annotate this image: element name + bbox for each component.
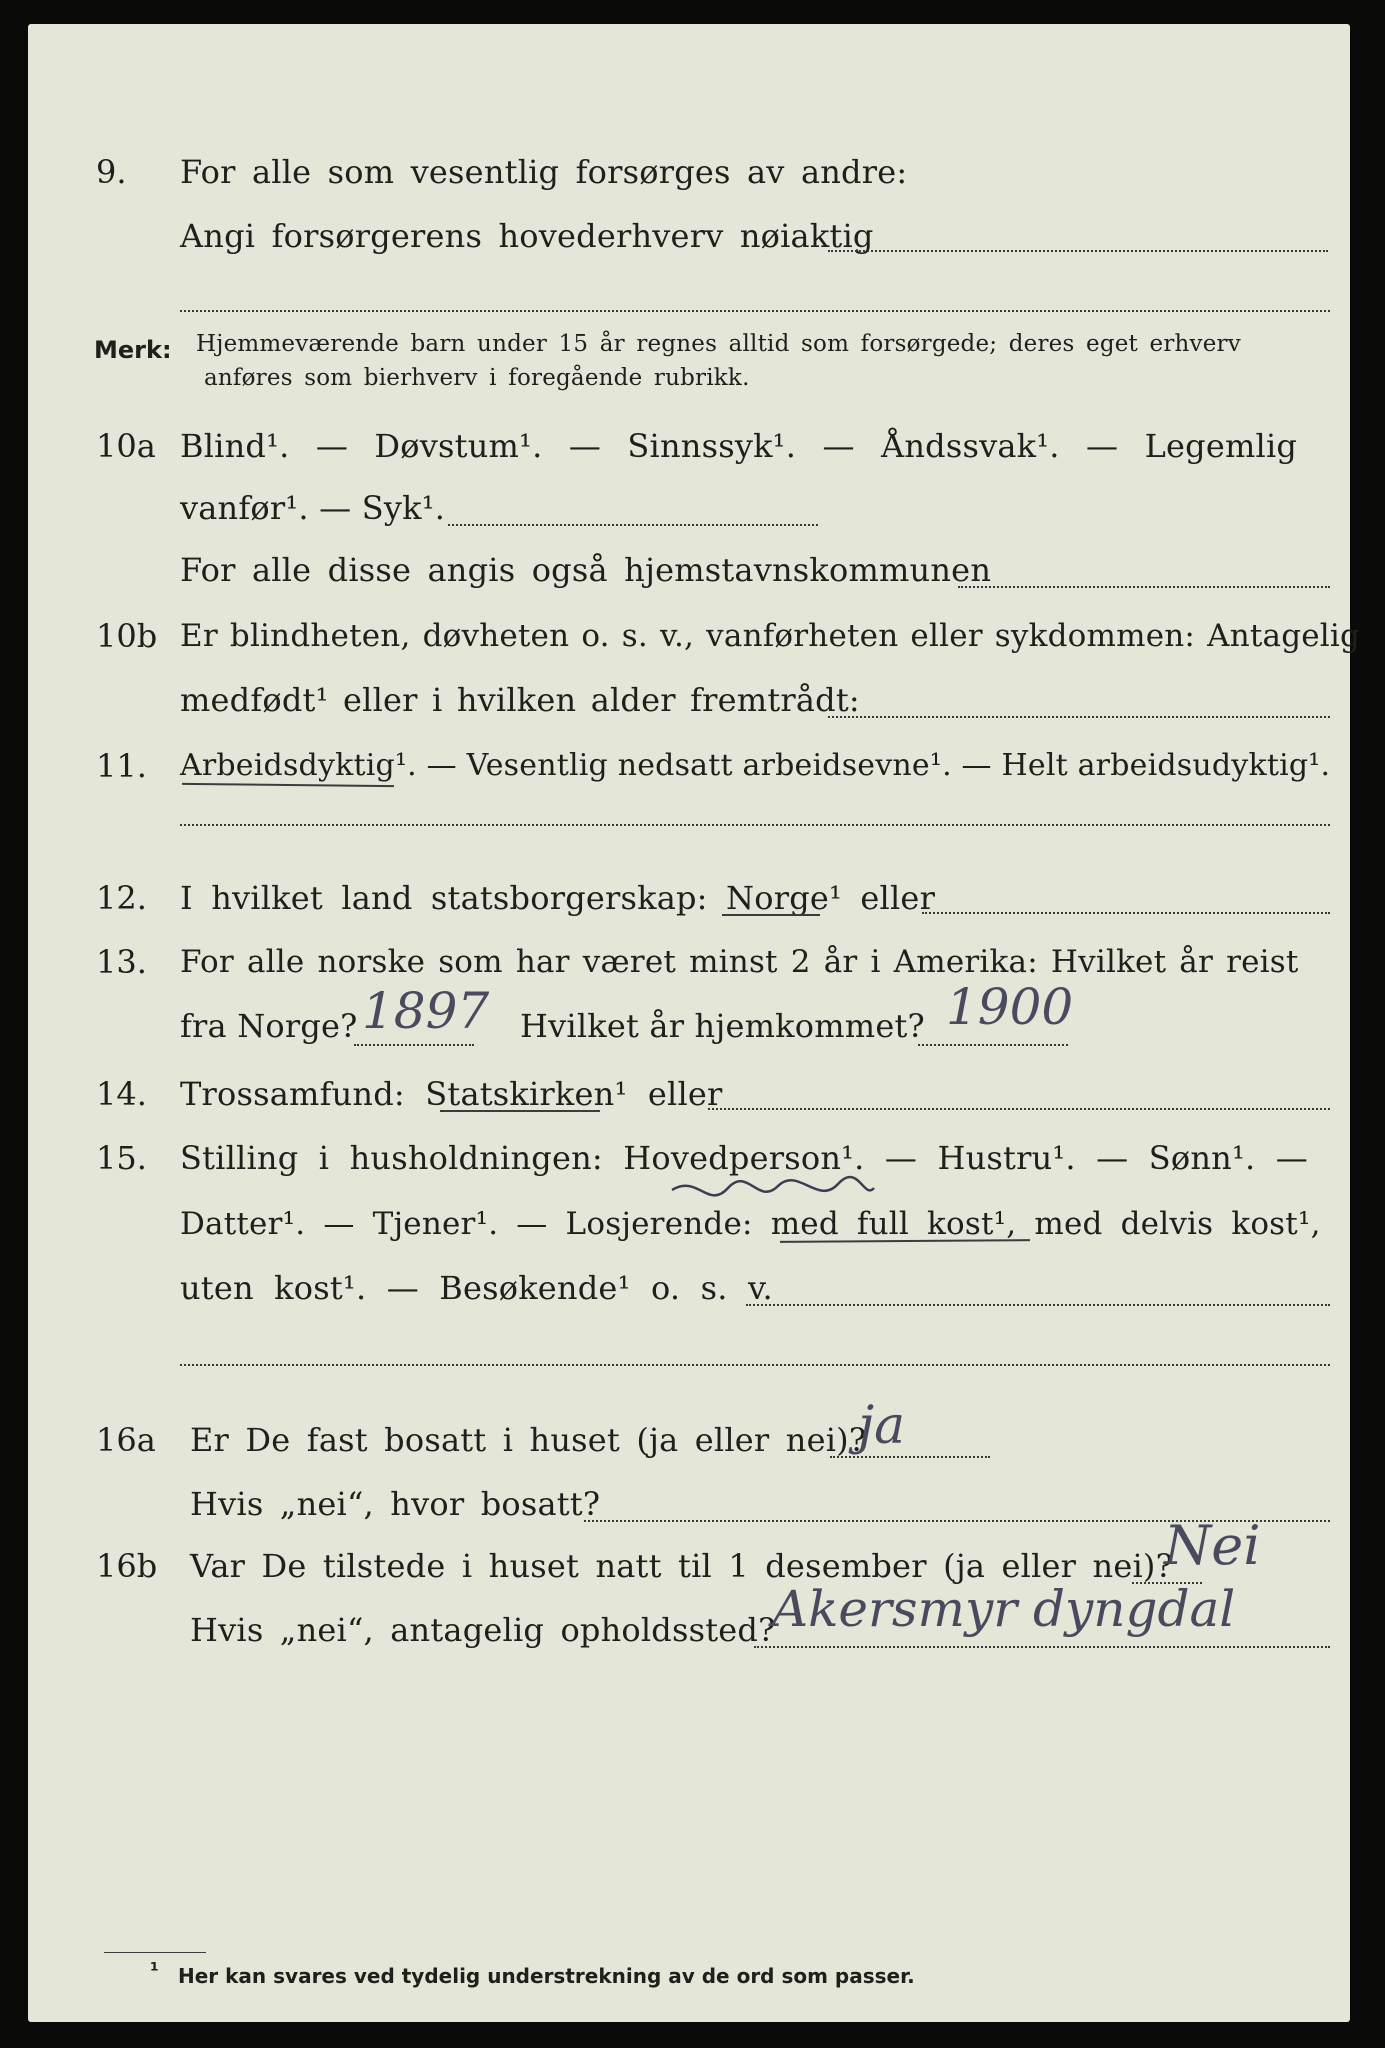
separator-line	[180, 310, 1330, 312]
question-15-answer-line	[746, 1304, 1330, 1306]
handwritten-place: Akersmyr dyngdal	[772, 1580, 1236, 1638]
question-12-number: 12.	[96, 879, 147, 917]
question-12-answer-line	[922, 912, 1330, 914]
merk-label: Merk:	[94, 336, 172, 364]
question-13-number: 13.	[96, 943, 147, 981]
question-9-subtext: Angi forsørgerens hovederhverv nøiaktig	[180, 217, 874, 255]
question-9-text: For alle som vesentlig forsørges av andre:	[180, 153, 908, 191]
question-9-number: 9.	[96, 153, 127, 191]
question-12-text: I hvilket land statsborgerskap: Norge¹ eller	[180, 879, 936, 917]
question-16b-place-line	[754, 1646, 1330, 1648]
statskirken-underline	[440, 1110, 600, 1112]
question-16a-text-line2: Hvis „nei“, hvor bosatt?	[190, 1485, 601, 1523]
question-16b-text-line2: Hvis „nei“, antagelig opholdssted?	[190, 1611, 776, 1649]
handwritten-answer-ja: ja	[858, 1396, 906, 1456]
question-10a-answer-line	[448, 524, 818, 526]
question-13-text-line2a: fra Norge?	[180, 1007, 358, 1045]
year-returned-line	[918, 1044, 1068, 1046]
question-10a-text-line3: For alle disse angis også hjemstavnskommunen	[180, 551, 992, 589]
question-15-text-line3: uten kost¹. — Besøkende¹ o. s. v.	[180, 1269, 773, 1307]
question-11-text: Arbeidsdyktig¹. — Vesentlig nedsatt arbeidsevne¹. — Helt arbeidsudyktig¹.	[180, 748, 1331, 783]
question-15-text: Stilling i husholdningen: Hovedperson¹. — Hustru¹. — Sønn¹. —	[180, 1139, 1308, 1177]
question-14-number: 14.	[96, 1075, 147, 1113]
census-form-page	[28, 24, 1361, 2022]
handwritten-year-emigrated: 1897	[362, 982, 490, 1040]
question-16a-answer-line	[830, 1456, 990, 1458]
question-13-text-line2b: Hvilket år hjemkommet?	[520, 1007, 925, 1045]
footnote-rule	[104, 1952, 206, 1953]
separator-line	[180, 824, 1330, 826]
merk-text-line1: Hjemmeværende barn under 15 år regnes alltid som forsørgede; deres eget erhverv	[196, 331, 1241, 357]
question-15-text-line2: Datter¹. — Tjener¹. — Losjerende: med full kost¹, med delvis kost¹,	[180, 1206, 1321, 1242]
question-9-answer-line	[828, 250, 1328, 252]
question-10a-text-line2: vanfør¹. — Syk¹.	[180, 489, 446, 527]
question-15-number: 15.	[96, 1139, 147, 1177]
question-13-text: For alle norske som har været minst 2 år i Amerika: Hvilket år reist	[180, 944, 1299, 980]
question-14-answer-line	[708, 1108, 1330, 1110]
footnote-text: Her kan svares ved tydelig understrekning av de ord som passer.	[178, 1964, 915, 1988]
handwritten-answer-nei: Nei	[1164, 1514, 1261, 1577]
separator-line	[180, 1364, 1330, 1366]
question-10b-text-line2: medfødt¹ eller i hvilken alder fremtrådt:	[180, 681, 860, 719]
question-10b-text: Er blindheten, døvheten o. s. v., vanførheten eller sykdommen: Antagelig	[180, 618, 1361, 654]
question-16a-number: 16a	[96, 1421, 156, 1459]
question-14-text: Trossamfund: Statskirken¹ eller	[180, 1075, 723, 1113]
question-16b-number: 16b	[96, 1547, 158, 1585]
merk-text-line2: anføres som bierhverv i foregående rubrikk.	[204, 365, 750, 391]
question-11-number: 11.	[96, 747, 147, 785]
question-10b-number: 10b	[96, 617, 158, 655]
question-16a-text: Er De fast bosatt i huset (ja eller nei)?	[190, 1421, 867, 1459]
norge-underline	[722, 914, 820, 916]
footnote-mark: ¹	[150, 1958, 159, 1982]
question-16b-text: Var De tilstede i huset natt til 1 desember (ja eller nei)?	[190, 1547, 1173, 1585]
year-emigrated-line	[354, 1044, 474, 1046]
question-10a-text: Blind¹. — Døvstum¹. — Sinnssyk¹. — Åndssvak¹. — Legemlig	[180, 427, 1298, 465]
question-10a-municipality-line	[958, 586, 1330, 588]
question-10b-answer-line	[828, 716, 1330, 718]
handwritten-year-returned: 1900	[946, 978, 1074, 1036]
question-10a-number: 10a	[96, 427, 156, 465]
